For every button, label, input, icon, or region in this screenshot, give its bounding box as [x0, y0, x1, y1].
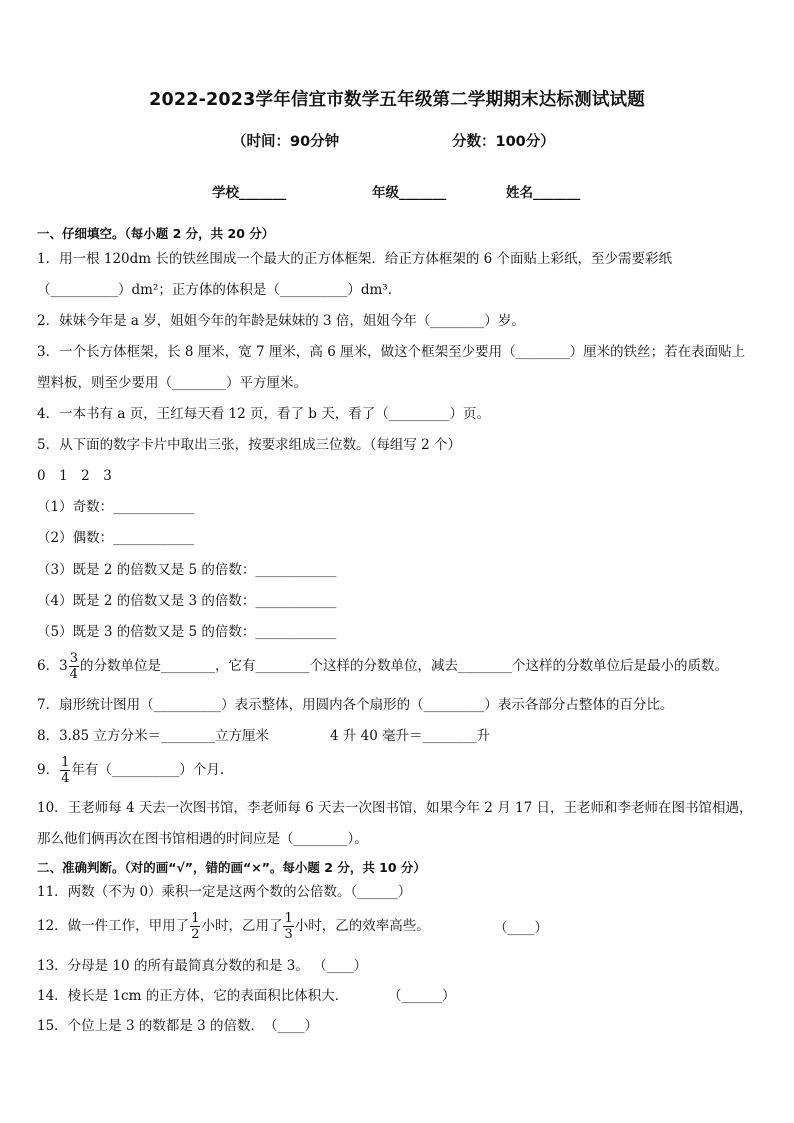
page-title: 2022-2023学年信宜市数学五年级第二学期期末达标测试试题	[149, 90, 645, 110]
fraction-denominator: 2	[191, 927, 200, 942]
question-10-line1: 10．王老师每 4 天去一次图书馆，李老师每 6 天去一次图书馆，如果今年 2 月 17 日，王老师和李老师在图书馆相遇，	[37, 800, 753, 816]
question-14: 14．棱长是 1cm 的正方体，它的表面积比体积大．	[37, 988, 349, 1004]
question-7: 7．扇形统计图用（__________）表示整体，用圆内各个扇形的（_________）表示各部分占整体的百分比。	[37, 697, 674, 713]
question-8-a: 8．3.85 立方分米＝________立方厘米	[37, 728, 269, 744]
fraction-denominator: 3	[284, 927, 293, 942]
question-13: 13．分母是 10 的所有最简真分数的和是 3。 （____）	[37, 958, 368, 974]
question-1-line2: （__________）dm²；正方体的体积是（__________）dm³．	[37, 282, 402, 298]
question-3-line1: 3．一个长方体框架，长 8 厘米，宽 7 厘米，高 6 厘米，做这个框架至少要用（________）厘米的铁丝；若在表面贴上	[37, 344, 746, 360]
question-5-part-1: （1）奇数：____________	[37, 499, 195, 515]
grade-field: 年级_______	[372, 185, 447, 201]
question-5-part-4: （4）既是 2 的倍数又是 3 的倍数：____________	[37, 593, 337, 609]
fraction-numerator: 3	[69, 651, 78, 666]
question-12	[37, 911, 430, 942]
question-9-number: 9．	[37, 762, 60, 778]
question-3-line2: 塑料板，则至少要用（________）平方厘米。	[37, 375, 307, 391]
question-8-b: 4 升 40 毫升＝________升	[330, 728, 491, 744]
school-field: 学校_______	[212, 185, 287, 201]
fraction-denominator: 4	[61, 771, 70, 786]
question-12-text-b: 小时，乙用了	[201, 918, 283, 934]
question-6-number: 6．	[37, 658, 60, 674]
name-field: 姓名_______	[506, 185, 581, 201]
question-5-part-3: （3）既是 2 的倍数又是 5 的倍数：____________	[37, 562, 337, 578]
question-9	[37, 755, 224, 786]
fraction-numerator: 1	[61, 755, 70, 770]
question-11: 11．两数（不为 0）乘积一定是这两个数的公倍数。（______）	[37, 884, 412, 900]
fraction	[190, 911, 200, 942]
question-12-text-c: 小时，乙的效率高些。	[294, 918, 430, 934]
fraction	[283, 911, 293, 942]
number-cards: 0 1 2 3	[37, 468, 112, 484]
mixed-number	[59, 651, 80, 682]
fraction-numerator: 1	[191, 911, 200, 926]
section-heading-fill-in: 一、仔细填空。（每小题 2 分，共 20 分）	[37, 226, 275, 241]
fraction-numerator: 1	[284, 911, 293, 926]
question-9-text: 年有（__________）个月.	[71, 762, 225, 778]
question-1-line1: 1．用一根 120dm 长的铁丝围成一个最大的正方体框架．给正方体框架的 6 个面贴上彩纸，至少需要彩纸	[37, 251, 673, 267]
fraction-denominator: 4	[69, 667, 78, 682]
fraction	[60, 755, 70, 786]
question-6-text: 的分数单位是________，它有________个这样的分数单位，减去________个这样的分数单位后是最小的质数。	[79, 658, 728, 674]
question-5-part-2: （2）偶数：____________	[37, 530, 195, 546]
question-6	[37, 651, 728, 682]
section-heading-judgement: 二、准确判断。（对的画“√”，错的画“×”。每小题 2 分，共 10 分）	[37, 860, 426, 875]
question-4: 4．一本书有 a 页，王红每天看 12 页，看了 b 天，看了（_________）页。	[37, 406, 490, 422]
question-14-blank: （______）	[388, 988, 456, 1004]
question-12-blank: （____）	[494, 920, 548, 936]
question-5-stem: 5．从下面的数字卡片中取出三张，按要求组成三位数。（每组写 2 个）	[37, 437, 462, 453]
exam-time: （时间：90分钟	[232, 134, 340, 150]
mixed-whole: 3	[59, 658, 68, 674]
question-15: 15．个位上是 3 的数都是 3 的倍数． （____）	[37, 1018, 319, 1034]
question-12-text-a: 12．做一件工作，甲用了	[37, 918, 190, 934]
question-5-part-5: （5）既是 3 的倍数又是 5 的倍数：____________	[37, 624, 337, 640]
fraction	[69, 651, 79, 682]
question-2: 2．妹妹今年是 a 岁，姐姐今年的年龄是妹妹的 3 倍，姐姐今年（________）岁。	[37, 313, 525, 329]
question-10-line2: 那么他们俩再次在图书馆相遇的时间应是（________）。	[37, 831, 368, 847]
exam-score: 分数：100分）	[452, 134, 555, 150]
